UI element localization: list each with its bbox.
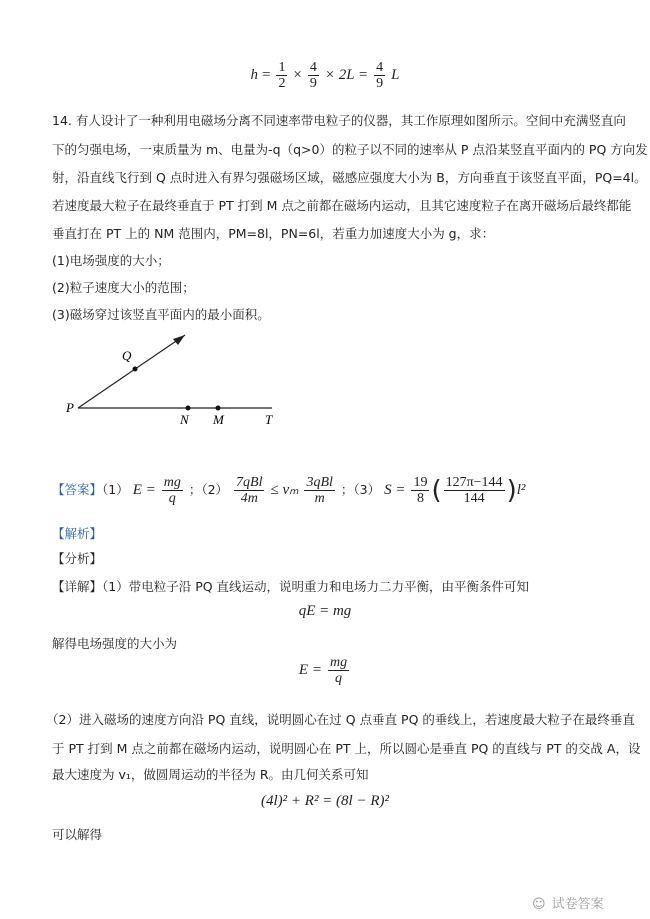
formula-text: =	[261, 67, 271, 83]
numerator: 3qBl	[306, 475, 333, 490]
question-line: 14. 有人设计了一种利用电磁场分离不同速率带电粒子的仪器，其工作原理如图所示。空间中充满竖直向	[52, 113, 626, 128]
question-line: 射，沿直线飞行到 Q 点时进入有界匀强磁场区域，磁感应强度大小为 B，方向垂直于该竖直平面，PQ=4l。	[52, 170, 647, 185]
formula-text: ≤ vₘ	[270, 482, 299, 498]
answer-tag: 【答案】	[52, 482, 103, 497]
question-line: 垂直打在 PT 上的 NM 范围内，PM=8l，PN=6l，若重力加速度大小为 g，求：	[52, 226, 495, 241]
formula-text: S =	[384, 482, 406, 498]
numerator: mg	[329, 655, 348, 670]
numerator: mg	[163, 475, 181, 490]
equation-e	[0, 655, 650, 686]
answer-line	[52, 475, 525, 506]
fraction	[276, 60, 287, 91]
numerator: 127π−144	[445, 475, 503, 490]
formula-text: ×	[293, 67, 302, 83]
detail-line: 于 PT 打到 M 点之前都在磁场内运动，说明圆心在 PT 上，所以圆心是垂直 PQ 的直线与 PT 的交战 A，设	[52, 741, 641, 756]
point-q	[133, 367, 138, 372]
answer-text: （1）	[102, 482, 129, 497]
denominator: 144	[463, 491, 485, 506]
fraction	[234, 475, 264, 506]
formula-h	[0, 60, 650, 91]
equation-qe-mg: qE = mg	[298, 603, 352, 619]
arrow-head-icon	[173, 335, 185, 345]
numerator: 19	[413, 475, 428, 490]
formula-text: E =	[298, 662, 322, 678]
detail-tag: 【详解】	[52, 579, 103, 594]
watermark	[532, 893, 604, 912]
fenxi-tag: 【分析】	[52, 551, 103, 566]
fraction	[328, 655, 349, 686]
detail-line: 最大速度为 v₁，做圆周运动的半径为 R。由几何关系可知	[52, 767, 369, 782]
detail-text: （1）带电粒子沿 PQ 直线运动，说明重力和电场力二力平衡，由平衡条件可知	[102, 579, 530, 594]
question-line: 若速度最大粒子在最终垂直于 PT 打到 M 点之前都在磁场内运动，且其它速度粒子在离开磁场后最终都能	[52, 198, 632, 213]
numerator: 4	[376, 60, 384, 75]
denominator: q	[335, 671, 343, 686]
pq-line	[78, 335, 185, 408]
fraction	[162, 475, 183, 506]
label-t: T	[265, 412, 273, 427]
label-n: N	[180, 412, 189, 427]
numerator: 7qBl	[236, 475, 263, 490]
fraction	[411, 475, 429, 506]
formula-text: h	[250, 67, 258, 83]
label-p: P	[66, 400, 74, 415]
formula-text: L	[391, 67, 400, 83]
fraction	[444, 475, 505, 506]
formula-text: × 2L =	[324, 67, 369, 83]
right-paren: )	[506, 475, 517, 506]
numerator: 4	[309, 60, 317, 75]
question-part: (3)磁场穿过该竖直平面内的最小面积。	[52, 307, 270, 322]
fraction	[308, 60, 319, 91]
denominator: m	[314, 491, 325, 506]
formula-text: E =	[132, 482, 156, 498]
denominator: 9	[309, 76, 317, 91]
question-part: (2)粒子速度大小的范围；	[52, 280, 195, 295]
analysis-tag: 【解析】	[52, 526, 103, 541]
watermark-text: 试卷答案	[551, 897, 604, 912]
detail-line: （2）进入磁场的速度方向沿 PQ 直线，说明圆心在过 Q 点垂直 PQ 的垂线上，若速度最大粒子在最终垂直	[46, 712, 635, 727]
point-n	[186, 406, 191, 411]
equation-geometry: (4l)² + R² = (8l − R)²	[261, 793, 389, 809]
wechat-icon: ☺	[532, 897, 546, 912]
fraction	[374, 60, 385, 91]
detail-line: 可以解得	[52, 827, 103, 842]
detail-line	[52, 577, 529, 595]
denominator: 8	[416, 491, 424, 506]
answer-text: ；（3）	[340, 482, 381, 497]
answer-text: ；（2）	[188, 482, 229, 497]
question-line: 下的匀强电场，一束质量为 m、电量为-q（q>0）的粒子以不同的速率从 P 点沿某竖直平面内的 PQ 方向发	[52, 142, 648, 157]
detail-line: 解得电场强度的大小为	[52, 636, 178, 651]
denominator: q	[168, 491, 176, 506]
diagram	[60, 320, 290, 430]
fraction	[304, 475, 334, 506]
label-q: Q	[122, 348, 132, 363]
denominator: 9	[376, 76, 384, 91]
left-paren: (	[431, 475, 442, 506]
denominator: 4m	[240, 491, 258, 506]
denominator: 2	[278, 76, 286, 91]
question-part: (1)电场强度的大小；	[52, 253, 170, 268]
numerator: 1	[278, 60, 286, 75]
formula-text: l²	[516, 482, 526, 498]
point-m	[216, 406, 221, 411]
label-m: M	[213, 412, 224, 427]
